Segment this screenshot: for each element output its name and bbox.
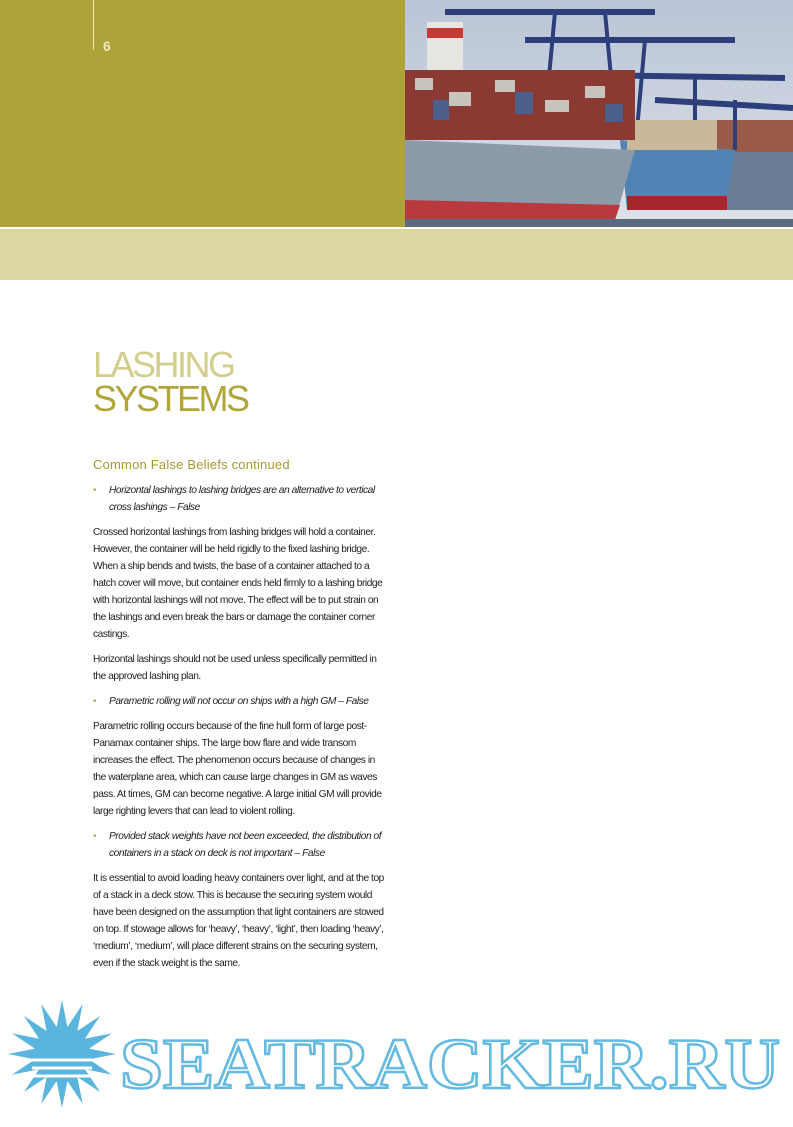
bullet-item	[93, 693, 389, 710]
paragraph: Horizontal lashings should not be used unless specifically permitted in the approved lashing plan.	[93, 654, 377, 682]
bullet-text: Parametric rolling will not occur on ships with a high GM – False	[109, 696, 369, 707]
title-line-2: SYSTEMS	[93, 378, 248, 419]
bullet-text: Horizontal lashings to lashing bridges are an alternative to vertical cross lashings – False	[109, 485, 375, 513]
header-olive-block	[0, 0, 405, 227]
sun-icon	[8, 1000, 116, 1108]
paragraph: Crossed horizontal lashings from lashing bridges will hold a container. However, the container will be held rigidly to the fixed lashing bridge. When a ship bends and twists, the base of a container attached to a hatch cover will move, but container ends held firmly to a lashing bridge with horizontal lashings will not move. The effect will be to put strain on the lashings and even break the bars or damage the container corner castings.	[93, 527, 383, 640]
header-band	[0, 227, 793, 280]
title-line-1: LASHING	[93, 344, 234, 385]
bullet-dot: •	[93, 831, 97, 842]
container-ships-photo	[405, 0, 793, 227]
paragraph: Parametric rolling occurs because of the fine hull form of large post-Panamax container ships. The large bow flare and wide transom increases the effect. The phenomenon occurs because of changes in the waterplane area, which can cause large changes in GM as waves pass. At times, GM can become negative. A large initial GM will provide large righting levers that can lead to violent rolling.	[93, 721, 382, 817]
bullet-item	[93, 828, 389, 862]
section-heading: Common False Beliefs continued	[93, 457, 290, 472]
page-number: 6	[103, 38, 111, 54]
page-title	[93, 344, 248, 419]
paragraph: It is essential to avoid loading heavy containers over light, and at the top of a stack in a deck stow. This is because the securing system would have been designed on the assumption that light containers are stowed on top. If stowage allows for ‘heavy’, ‘heavy’, ‘light’, then loading ‘heavy’, ‘medium’, ‘medium’, will place different strains on the securing system, even if the stack weight is the same.	[93, 873, 384, 969]
header-divider	[93, 0, 94, 50]
article-body	[93, 456, 389, 980]
watermark	[0, 1000, 793, 1122]
bullet-text: Provided stack weights have not been exceeded, the distribution of containers in a stack on deck is not important – False	[109, 831, 382, 859]
bullet-dot: •	[93, 696, 97, 707]
bullet-dot: •	[93, 485, 97, 496]
watermark-text: SEATRACKER.RU	[120, 1024, 780, 1104]
bullet-item	[93, 482, 389, 516]
